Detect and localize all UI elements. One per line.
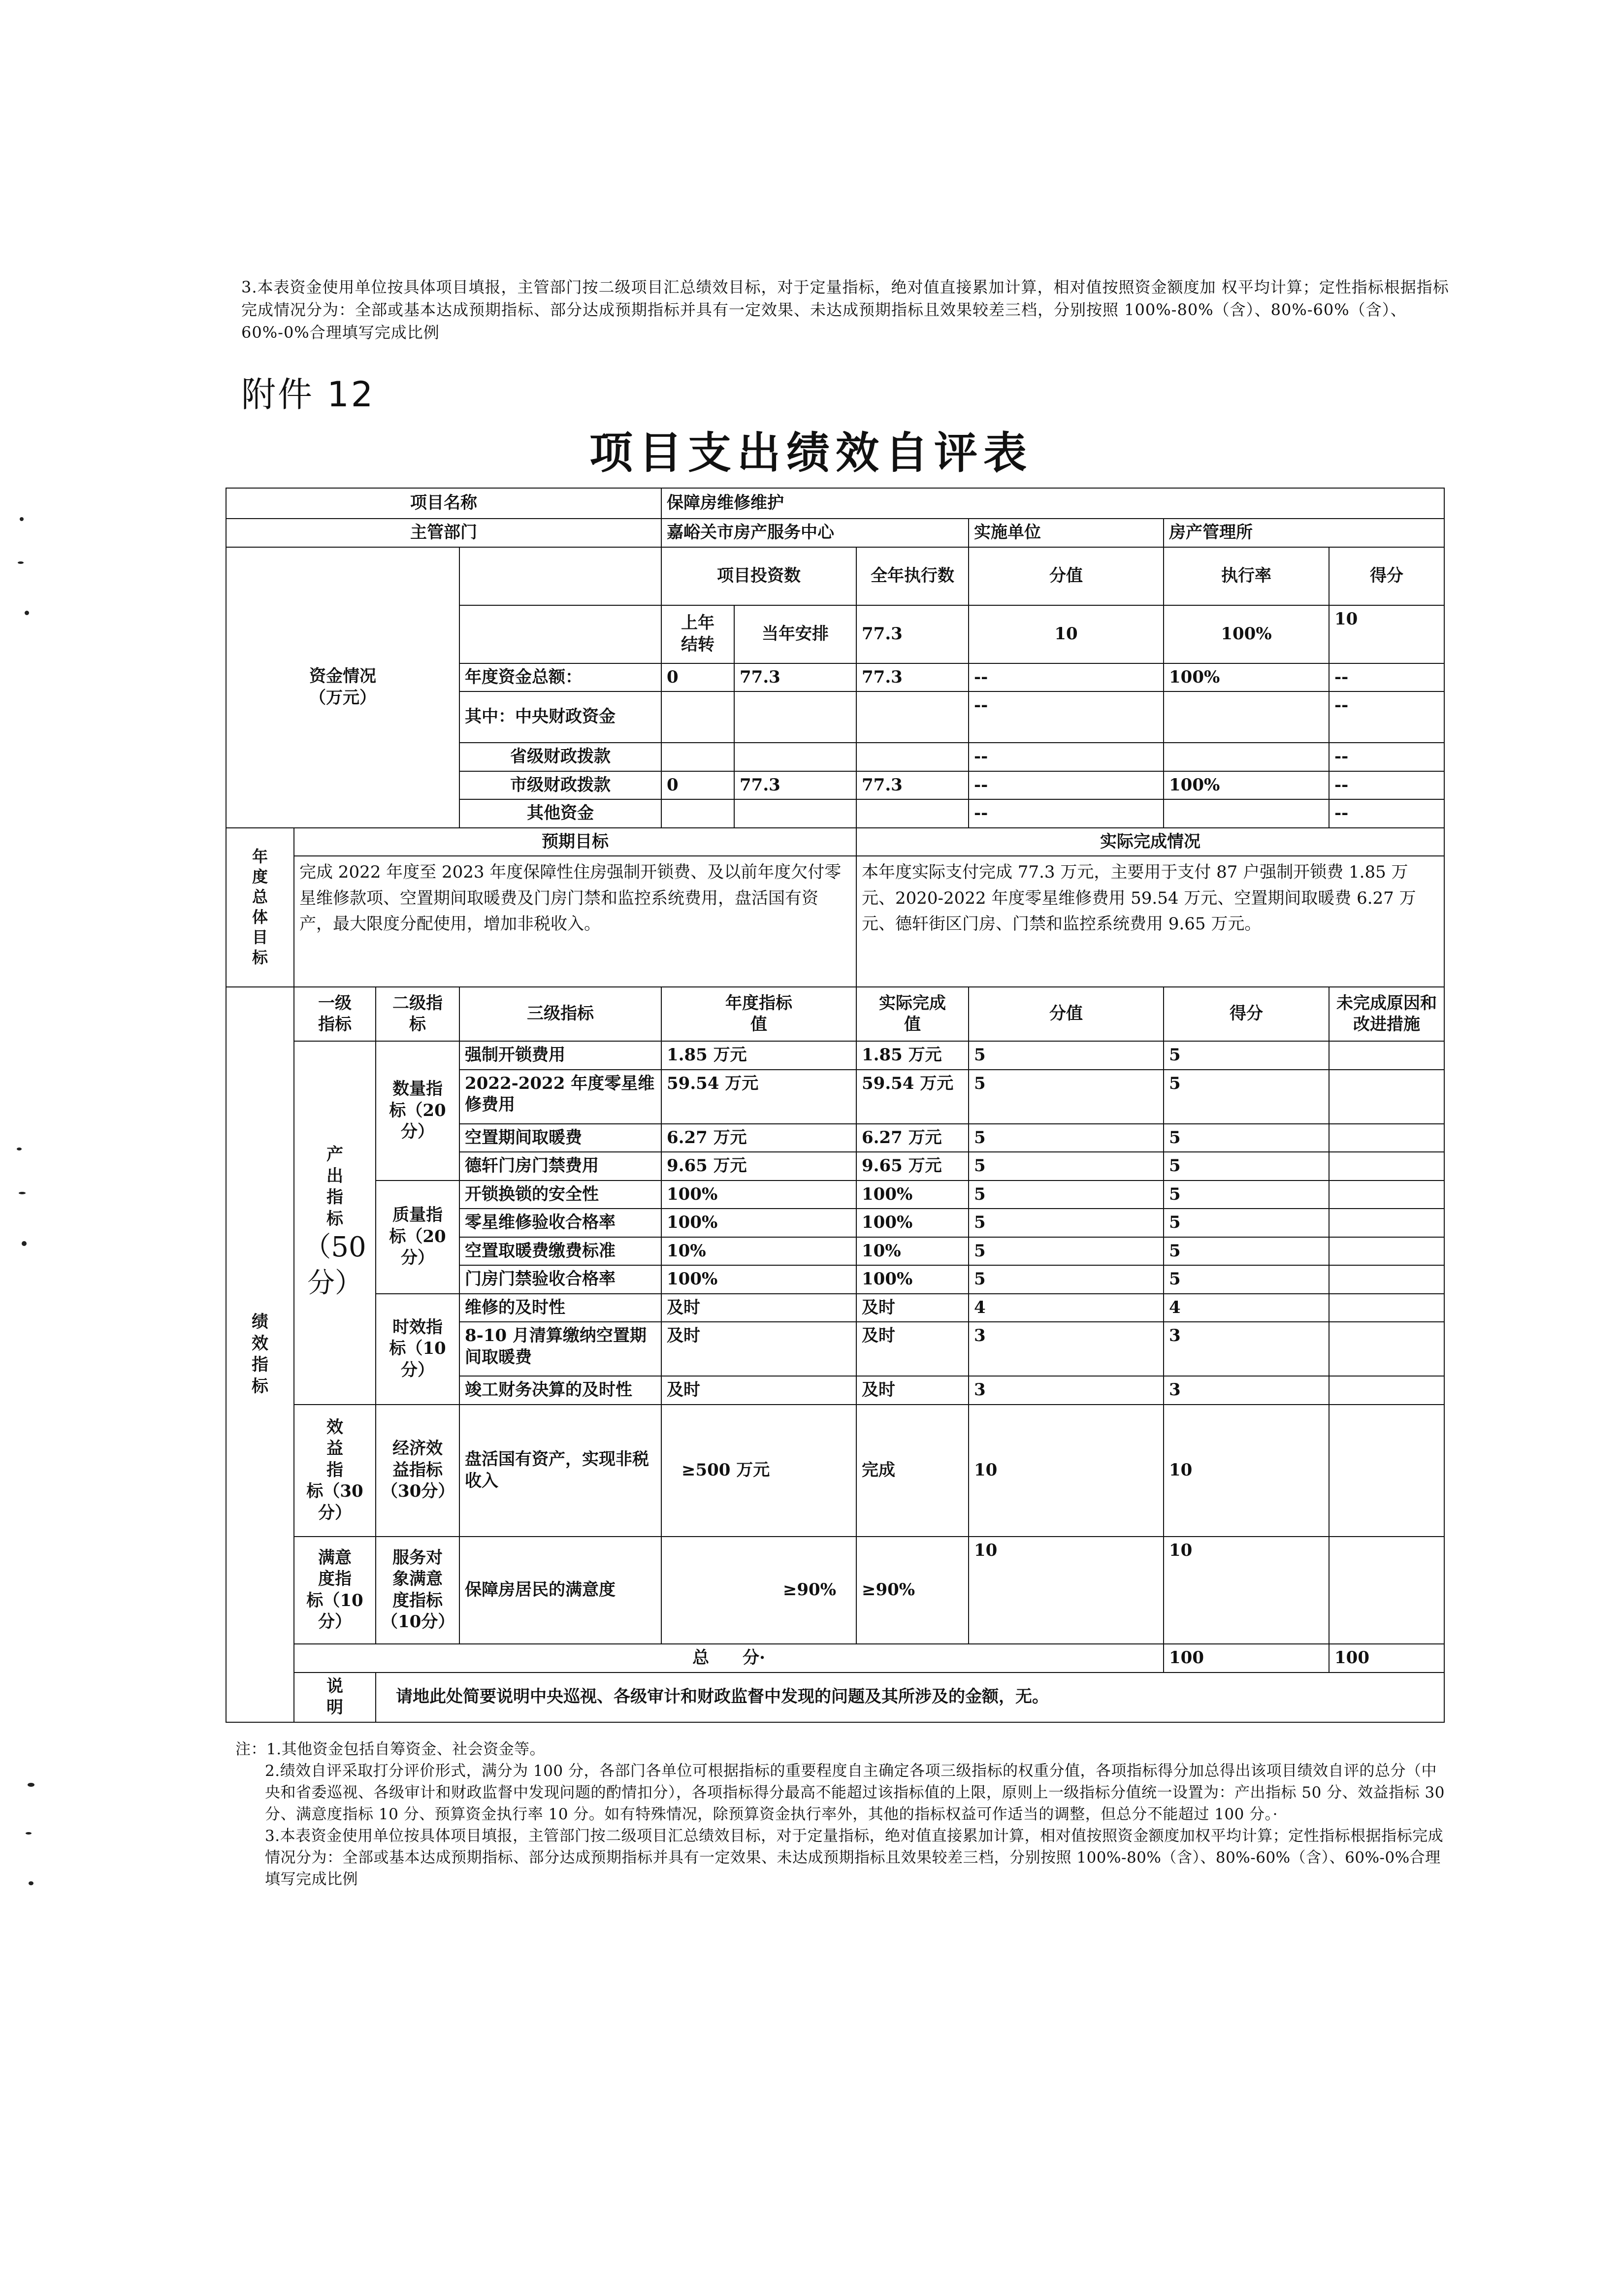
quality-indicator-label: 质量指 标（20 分）	[376, 1181, 459, 1294]
ind-score: 4	[1164, 1294, 1329, 1322]
ind-name: 空置取暖费缴费标准	[459, 1237, 661, 1266]
funds-row-rate: 100%	[1164, 663, 1329, 692]
goals-expected-label: 预期目标	[294, 828, 856, 856]
ind-reason	[1329, 1124, 1444, 1152]
ind-name: 8-10 月清算缴纳空置期间取暖费	[459, 1322, 661, 1376]
ind-actual: 完成	[856, 1405, 969, 1537]
ind-actual: 100%	[856, 1209, 969, 1237]
ind-actual: 100%	[856, 1265, 969, 1294]
ind-value: 10	[969, 1405, 1164, 1537]
ind-score: 5	[1164, 1041, 1329, 1070]
funds-row-prev	[661, 799, 734, 828]
indicators-section-label: 绩 效 指 标	[226, 987, 294, 1722]
funds-summary-rate: 100%	[1164, 605, 1329, 663]
funds-header-blank	[459, 547, 661, 605]
ind-reason	[1329, 1376, 1444, 1405]
funds-row-exec: 77.3	[856, 771, 969, 800]
ind-target: 100%	[661, 1181, 856, 1209]
quantity-indicator-label: 数量指 标（20 分）	[376, 1041, 459, 1181]
ind-target: 6.27 万元	[661, 1124, 856, 1152]
ind-target: 及时	[661, 1294, 856, 1322]
funds-row-current	[734, 691, 856, 743]
ind-header-level1: 一级 指标	[294, 987, 376, 1041]
dept-label: 主管部门	[226, 519, 661, 547]
ind-reason	[1329, 1537, 1444, 1644]
funds-row-prev: 0	[661, 663, 734, 692]
ind-target: 100%	[661, 1265, 856, 1294]
funds-sub-current: 当年安排	[734, 605, 856, 663]
impl-label: 实施单位	[969, 519, 1164, 547]
page-title: 项目支出绩效自评表	[589, 427, 1033, 478]
funds-row-prev: 0	[661, 771, 734, 800]
scan-speck	[28, 1783, 34, 1787]
ind-reason	[1329, 1265, 1444, 1294]
explanation-text: 请地此处简要说明中央巡视、各级审计和财政监督中发现的问题及其所涉及的金额，无。	[376, 1673, 1444, 1722]
ind-header-level2: 二级指 标	[376, 987, 459, 1041]
ind-score: 10	[1164, 1405, 1329, 1537]
ind-value: 4	[969, 1294, 1164, 1322]
funds-row-rate	[1164, 743, 1329, 771]
ind-name: 开锁换锁的安全性	[459, 1181, 661, 1209]
ind-actual: 及时	[856, 1294, 969, 1322]
ind-reason	[1329, 1070, 1444, 1124]
ind-value: 3	[969, 1322, 1164, 1376]
ind-header-score: 得分	[1164, 987, 1329, 1041]
benefit-indicator-label: 效 益 指 标（30 分）	[294, 1405, 376, 1537]
ind-target: ≥500 万元	[661, 1405, 856, 1537]
ind-value: 3	[969, 1376, 1164, 1405]
ind-value: 5	[969, 1152, 1164, 1181]
total-score: 100	[1329, 1644, 1444, 1673]
service-indicator-label: 服务对 象满意 度指标 （10分）	[376, 1537, 459, 1644]
funds-row-current	[734, 799, 856, 828]
ind-name: 竣工财务决算的及时性	[459, 1376, 661, 1405]
attachment-label: 附件 12	[241, 374, 375, 415]
funds-summary-value: 10	[969, 605, 1164, 663]
ind-header-value: 分值	[969, 987, 1164, 1041]
funds-col-score: 得分	[1329, 547, 1444, 605]
impl-value: 房产管理所	[1164, 519, 1444, 547]
satisfaction-indicator-label: 满意 度指 标（10 分）	[294, 1537, 376, 1644]
ind-value: 5	[969, 1181, 1164, 1209]
ind-reason	[1329, 1237, 1444, 1266]
scan-speck	[18, 561, 24, 564]
project-name-label: 项目名称	[226, 488, 661, 519]
ind-reason	[1329, 1181, 1444, 1209]
economic-indicator-label: 经济效 益指标 （30分）	[376, 1405, 459, 1537]
funds-row-exec	[856, 743, 969, 771]
funds-row-label: 省级财政拨款	[459, 743, 661, 771]
funds-summary-exec: 77.3	[856, 605, 969, 663]
total-value: 100	[1164, 1644, 1329, 1673]
funds-summary-score: 10	[1329, 605, 1444, 663]
ind-reason	[1329, 1041, 1444, 1070]
scan-speck	[22, 1241, 27, 1246]
ind-name: 2022-2022 年度零星维修费用	[459, 1070, 661, 1124]
footnote: 注：1.其他资金包括自筹资金、社会资金等。	[235, 1740, 546, 1758]
ind-actual: ≥90%	[856, 1537, 969, 1644]
funds-row-value: --	[969, 691, 1164, 743]
ind-score: 5	[1164, 1181, 1329, 1209]
ind-name: 强制开锁费用	[459, 1041, 661, 1070]
ind-value: 10	[969, 1537, 1164, 1644]
dept-value: 嘉峪关市房产服务中心	[661, 519, 969, 547]
funds-row-prev	[661, 691, 734, 743]
funds-row-label: 年度资金总额：	[459, 663, 661, 692]
funds-row-exec	[856, 691, 969, 743]
ind-actual: 10%	[856, 1237, 969, 1266]
ind-name: 门房门禁验收合格率	[459, 1265, 661, 1294]
funds-row-score: --	[1329, 743, 1444, 771]
total-label: 总 分·	[294, 1644, 1164, 1673]
funds-row-value: --	[969, 743, 1164, 771]
funds-row-rate: 100%	[1164, 771, 1329, 800]
ind-target: 9.65 万元	[661, 1152, 856, 1181]
footnotes	[235, 1738, 1452, 1890]
ind-score: 3	[1164, 1322, 1329, 1376]
funds-col-annual-exec: 全年执行数	[856, 547, 969, 605]
ind-target: 59.54 万元	[661, 1070, 856, 1124]
funds-row-prev	[661, 743, 734, 771]
output-score-text: （50 分）	[303, 1231, 366, 1299]
ind-target: 100%	[661, 1209, 856, 1237]
ind-name: 维修的及时性	[459, 1294, 661, 1322]
ind-score: 5	[1164, 1237, 1329, 1266]
funds-row-score: --	[1329, 799, 1444, 828]
scan-speck	[25, 611, 29, 615]
scan-speck	[19, 1192, 26, 1194]
goals-actual-text: 本年度实际支付完成 77.3 万元，主要用于支付 87 户强制开锁费 1.85 万元、2020-2022 年度零星维修费用 59.54 万元、空置期间取暖费 6.27 万元、德轩街区门房、门禁和监控系统费用 9.65 万元。	[856, 856, 1444, 987]
funds-row-score: --	[1329, 663, 1444, 692]
goals-section-label: 年 度 总 体 目 标	[226, 828, 294, 987]
ind-value: 5	[969, 1209, 1164, 1237]
evaluation-table	[226, 488, 1445, 1723]
project-name-value: 保障房维修维护	[661, 488, 1444, 519]
ind-score: 5	[1164, 1209, 1329, 1237]
ind-score: 5	[1164, 1152, 1329, 1181]
funds-row-score: --	[1329, 771, 1444, 800]
time-indicator-label: 时效指 标（10 分）	[376, 1294, 459, 1405]
ind-target: 1.85 万元	[661, 1041, 856, 1070]
funds-row-current	[734, 743, 856, 771]
ind-reason	[1329, 1405, 1444, 1537]
goals-expected-text: 完成 2022 年度至 2023 年度保障性住房强制开锁费、及以前年度欠付零星维修款项、空置期间取暖费及门房门禁和监控系统费用，盘活国有资产，最大限度分配使用，增加非税收入。	[294, 856, 856, 987]
funds-col-exec-rate: 执行率	[1164, 547, 1329, 605]
ind-value: 5	[969, 1070, 1164, 1124]
footnote: 3.本表资金使用单位按具体项目填报，主管部门按二级项目汇总绩效目标，对于定量指标，绝对值直接累加计算，相对值按照资金额度加权平均计算；定性指标根据指标完成情况分为：全部或基本达成预期指标、部分达成预期指标并具有一定效果、未达成预期指标且效果较差三档，分别按照 100%-80%（含）、80%-60%（含）、60%-0%合理填写完成比例	[265, 1827, 1444, 1888]
scan-speck	[17, 1148, 22, 1150]
scan-speck	[20, 517, 24, 521]
ind-name: 德轩门房门禁费用	[459, 1152, 661, 1181]
funds-section-label: 资金情况 （万元）	[226, 547, 459, 828]
funds-row-rate	[1164, 799, 1329, 828]
funds-row-label: 市级财政拨款	[459, 771, 661, 800]
ind-target: 及时	[661, 1322, 856, 1376]
ind-header-level3: 三级指标	[459, 987, 661, 1041]
ind-actual: 及时	[856, 1322, 969, 1376]
ind-score: 10	[1164, 1537, 1329, 1644]
funds-row-current: 77.3	[734, 663, 856, 692]
ind-actual: 6.27 万元	[856, 1124, 969, 1152]
ind-value: 5	[969, 1041, 1164, 1070]
ind-score: 5	[1164, 1070, 1329, 1124]
funds-row-current: 77.3	[734, 771, 856, 800]
funds-row-exec: 77.3	[856, 663, 969, 692]
ind-actual: 59.54 万元	[856, 1070, 969, 1124]
ind-actual: 1.85 万元	[856, 1041, 969, 1070]
ind-header-target: 年度指标 值	[661, 987, 856, 1041]
funds-col-investment: 项目投资数	[661, 547, 856, 605]
ind-score: 3	[1164, 1376, 1329, 1405]
funds-row-value: --	[969, 771, 1164, 800]
funds-row-label: 其他资金	[459, 799, 661, 828]
ind-header-actual: 实际完成 值	[856, 987, 969, 1041]
top-note: 3.本表资金使用单位按具体项目填报，主管部门按二级项目汇总绩效目标，对于定量指标，绝对值直接累加计算，相对值按照资金额度加 权平均计算；定性指标根据指标完成情况分为：全部或基本达成预期指标、部分达成预期指标并具有一定效果、未达成预期指标且效果较差三档，分别按照 100%-80%（含）、80%-60%（含）、60%-0%合理填写完成比例	[241, 278, 1449, 342]
ind-reason	[1329, 1152, 1444, 1181]
ind-name: 盘活国有资产，实现非税收入	[459, 1405, 661, 1537]
ind-name: 零星维修验收合格率	[459, 1209, 661, 1237]
funds-row-exec	[856, 799, 969, 828]
ind-reason	[1329, 1322, 1444, 1376]
scan-speck	[26, 1832, 32, 1835]
ind-score: 5	[1164, 1124, 1329, 1152]
ind-actual: 及时	[856, 1376, 969, 1405]
ind-target: 及时	[661, 1376, 856, 1405]
output-label-text: 产 出 指 标	[326, 1145, 343, 1229]
output-indicator-label	[294, 1041, 376, 1405]
funds-row-value: --	[969, 663, 1164, 692]
footnote: 2.绩效自评采取打分评价形式，满分为 100 分，各部门各单位可根据指标的重要程度自主确定各项三级指标的权重分值，各项指标得分加总得出该项目绩效自评的总分（中央和省委巡视、各级审计和财政监督中发现问题的酌情扣分），各项指标得分最高不能超过该指标值的上限，原则上一级指标分值统一设置为：产出指标 50 分、效益指标 30 分、满意度指标 10 分、预算资金执行率 10 分。如有特殊情况，除预算资金执行率外，其他的指标权益可作适当的调整，但总分不能超过 100 分。·	[265, 1762, 1445, 1823]
ind-reason	[1329, 1294, 1444, 1322]
ind-value: 5	[969, 1265, 1164, 1294]
funds-row-rate	[1164, 691, 1329, 743]
funds-row-score: --	[1329, 691, 1444, 743]
explanation-label: 说 明	[294, 1673, 376, 1722]
funds-row-value: --	[969, 799, 1164, 828]
scan-speck	[29, 1881, 33, 1885]
ind-score: 5	[1164, 1265, 1329, 1294]
ind-name: 空置期间取暖费	[459, 1124, 661, 1152]
funds-sub-prev: 上年 结转	[661, 605, 734, 663]
ind-header-reason: 未完成原因和改进措施	[1329, 987, 1444, 1041]
ind-actual: 9.65 万元	[856, 1152, 969, 1181]
ind-reason	[1329, 1209, 1444, 1237]
ind-target: ≥90%	[661, 1537, 856, 1644]
ind-target: 10%	[661, 1237, 856, 1266]
ind-value: 5	[969, 1124, 1164, 1152]
ind-value: 5	[969, 1237, 1164, 1266]
funds-row-label: 其中：中央财政资金	[459, 691, 661, 743]
ind-name: 保障房居民的满意度	[459, 1537, 661, 1644]
ind-actual: 100%	[856, 1181, 969, 1209]
funds-subheader-blank	[459, 605, 661, 663]
funds-col-score-value: 分值	[969, 547, 1164, 605]
goals-actual-label: 实际完成情况	[856, 828, 1444, 856]
